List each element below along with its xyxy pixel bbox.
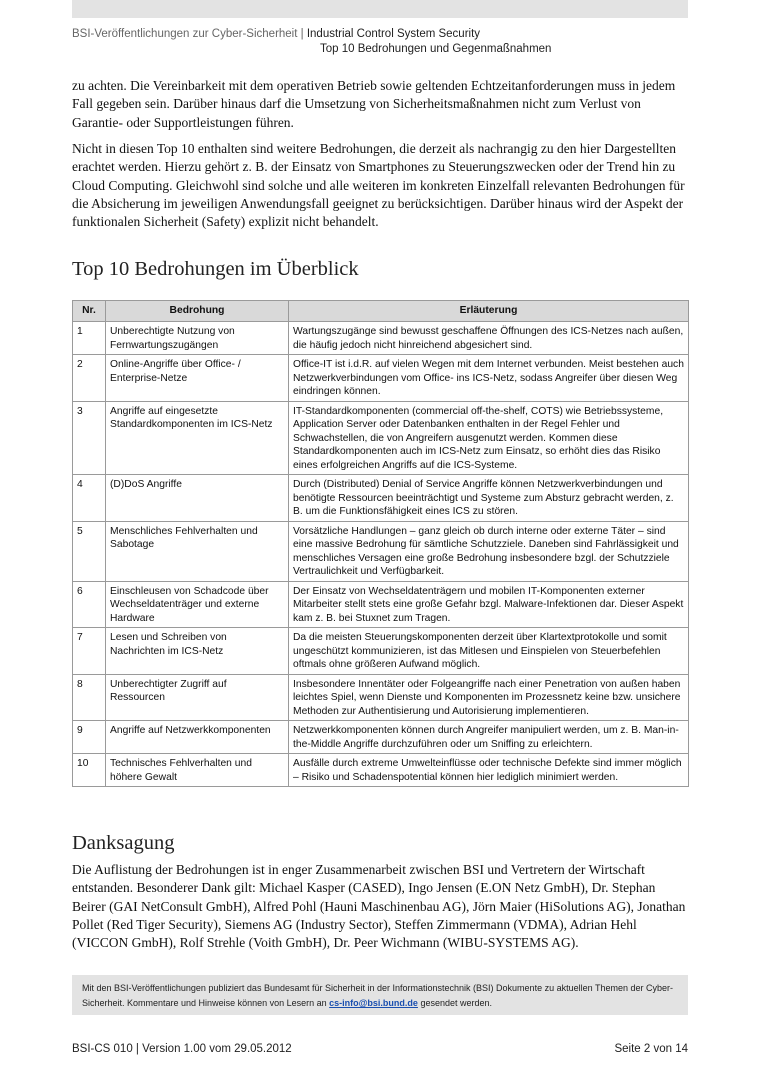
intro-paragraph-2: Nicht in diesen Top 10 enthalten sind weitere Bedrohungen, die derzeit als nachrangig zu den hier Dargestellten erachtet werden. Hierzu gehört z. B. der Einsatz von Smartphones zu Steuerungszwecken oder der Trend hin zu Cloud Computing. Gleichwohl sind solche und alle weiteren im konkreten Einzelfall relevanten Bedrohungen für die Absicherung im jeweiligen Anwendungsfall geeignet zu berücksichtigen. Darüber hinaus wird der Aspekt der funktionalen Sicherheit (Safety) explizit nicht behandelt. — [72, 141, 685, 230]
header-subject: Industrial Control System Security — [306, 28, 481, 40]
notice-text-after: gesendet werden. — [417, 998, 492, 1008]
thanks-heading: Danksagung — [72, 832, 175, 854]
row-explanation: Netzwerkkomponenten können durch Angreifer manipuliert werden, um z. B. Man-in-the-Middle Angriffe durchzuführen oder um Sniffing zu erleichtern. — [289, 721, 689, 754]
document-info: BSI-CS 010 | Version 1.00 vom 29.05.2012 — [72, 1043, 292, 1055]
top-bar — [72, 0, 688, 18]
row-number: 5 — [73, 521, 106, 581]
threats-table — [72, 300, 689, 787]
row-explanation: Vorsätzliche Handlungen – ganz gleich ob durch interne oder externe Täter – sind eine massive Bedrohung für sämtliche Schutzziele. Daneben sind Fahrlässigkeit und menschliches Versagen eine große Bedrohung insbesondere bzgl. der Schutzziele Vertraulichkeit und Verfügbarkeit. — [289, 521, 689, 581]
row-number: 4 — [73, 475, 106, 522]
row-explanation: Ausfälle durch extreme Umwelteinflüsse oder technische Defekte sind immer möglich – Risiko und Schadenspotential können hier lediglich minimiert werden. — [289, 754, 689, 787]
row-explanation: Der Einsatz von Wechseldatenträgern und mobilen IT-Komponenten externer Mitarbeiter stellt stets eine große Gefahr bzgl. Malware-Infektionen dar. Dieser Aspekt kam z. B. bei Stuxnet zum Tragen. — [289, 581, 689, 628]
row-explanation: Da die meisten Steuerungskomponenten derzeit über Klartextprotokolle und somit ungeschützt kommunizieren, ist das Mitlesen und Einspielen von Steuerbefehlen oftmals ohne größeren Aufwand möglich. — [289, 628, 689, 675]
overview-heading: Top 10 Bedrohungen im Überblick — [72, 258, 359, 280]
header-series: BSI-Veröffentlichungen zur Cyber-Sicherheit — [72, 28, 298, 40]
table-row — [73, 355, 689, 402]
row-explanation: Office-IT ist i.d.R. auf vielen Wegen mit dem Internet verbunden. Meist bestehen auch Netzwerkverbindungen vom Office- ins ICS-Netz, sodass Angreifer über diesen Weg eindringen können. — [289, 355, 689, 402]
table-header-row — [73, 301, 689, 322]
column-header-explanation: Erläuterung — [289, 301, 689, 322]
table-row — [73, 401, 689, 475]
row-threat: Technisches Fehlverhalten und höhere Gewalt — [106, 754, 289, 787]
row-number: 8 — [73, 674, 106, 721]
row-explanation: Wartungszugänge sind bewusst geschaffene Öffnungen des ICS-Netzes nach außen, die häufig jedoch nicht hinreichend abgesichert sind. — [289, 322, 689, 355]
table-row — [73, 475, 689, 522]
row-explanation: Insbesondere Innentäter oder Folgeangriffe nach einer Penetration von außen haben leichtes Spiel, wenn Dienste und Komponenten im Prozessnetz keine bzw. unsichere Methoden zur Authentisierung und Autorisierung implementieren. — [289, 674, 689, 721]
table-row — [73, 322, 689, 355]
table-row — [73, 581, 689, 628]
row-threat: Angriffe auf eingesetzte Standardkomponenten im ICS-Netz — [106, 401, 289, 475]
row-threat: Einschleusen von Schadcode über Wechseldatenträger und externe Hardware — [106, 581, 289, 628]
row-number: 2 — [73, 355, 106, 402]
intro-paragraph-1: zu achten. Die Vereinbarkeit mit dem operativen Betrieb sowie geltenden Echtzeitanforderungen muss in jedem Fall gegeben sein. Darüber hinaus darf die Umsetzung von Sicherheitsmaßnahmen nicht zum Verlust von Garantie- oder Supportleistungen führen. — [72, 78, 676, 130]
row-threat: Menschliches Fehlverhalten und Sabotage — [106, 521, 289, 581]
row-number: 3 — [73, 401, 106, 475]
header-subtitle: Top 10 Bedrohungen und Gegenmaßnahmen — [320, 43, 552, 55]
row-explanation: IT-Standardkomponenten (commercial off-the-shelf, COTS) wie Betriebssysteme, Application Server oder Datenbanken enthalten in der Regel Fehler und Schwachstellen, die von Angreifern ausgenutzt werden. Kommen diese Standardkomponenten auch im ICS-Netz zum Einsatz, so erhöht dies das Risiko eines erfolgreichen Angriffs auf die ICS-Systeme. — [289, 401, 689, 475]
header-separator: | — [297, 28, 307, 40]
row-threat: (D)DoS Angriffe — [106, 475, 289, 522]
publication-notice — [72, 975, 688, 1015]
row-number: 6 — [73, 581, 106, 628]
row-number: 7 — [73, 628, 106, 675]
thanks-paragraph: Die Auflistung der Bedrohungen ist in enger Zusammenarbeit zwischen BSI und Vertretern der Wirtschaft entstanden. Besonderer Dank gilt: Michael Kasper (CASED), Ingo Jensen (E.ON Netz GmbH), Dr. Stephan Beirer (GAI NetConsult GmbH), Alfred Pohl (Hauni Maschinenbau AG), Jörn Maier (HiSolutions AG), Jonathan Pollet (Red Tiger Security), Siemens AG (Industry Sector), Steffen Zimmermann (VDMA), Adrian Hehl (VICCON GmbH), Rolf Strehle (Voith GmbH), Dr. Peer Wichmann (WIBU-SYSTEMS AG). — [72, 862, 686, 951]
contact-email-link[interactable]: cs-info@bsi.bund.de — [329, 998, 418, 1008]
row-threat: Angriffe auf Netzwerkkomponenten — [106, 721, 289, 754]
table-row — [73, 674, 689, 721]
table-row — [73, 628, 689, 675]
table-row — [73, 521, 689, 581]
page-footer — [72, 1043, 688, 1055]
column-header-threat: Bedrohung — [106, 301, 289, 322]
row-number: 9 — [73, 721, 106, 754]
row-threat: Unberechtigte Nutzung von Fernwartungszugängen — [106, 322, 289, 355]
notice-text — [72, 975, 688, 1011]
row-threat: Unberechtigter Zugriff auf Ressourcen — [106, 674, 289, 721]
table-row — [73, 721, 689, 754]
row-number: 1 — [73, 322, 106, 355]
page-header — [72, 27, 688, 57]
table-row — [73, 754, 689, 787]
row-threat: Online-Angriffe über Office- / Enterprise-Netze — [106, 355, 289, 402]
header-line-1 — [72, 27, 688, 42]
notice-text-before: Mit den BSI-Veröffentlichungen publiziert das Bundesamt für Sicherheit in der Informationstechnik (BSI) Dokumente zu aktuellen Themen der Cyber-Sicherheit. Kommentare und Hinweise können von Lesern an — [82, 983, 673, 1008]
row-threat: Lesen und Schreiben von Nachrichten im ICS-Netz — [106, 628, 289, 675]
page-number: Seite 2 von 14 — [614, 1043, 688, 1055]
row-explanation: Durch (Distributed) Denial of Service Angriffe können Netzwerkverbindungen und benötigte Ressourcen beeinträchtigt und Systeme zum Absturz gebracht werden, z. B. um die Funktionsfähigkeit eines ICS zu stören. — [289, 475, 689, 522]
column-header-nr: Nr. — [73, 301, 106, 322]
row-number: 10 — [73, 754, 106, 787]
